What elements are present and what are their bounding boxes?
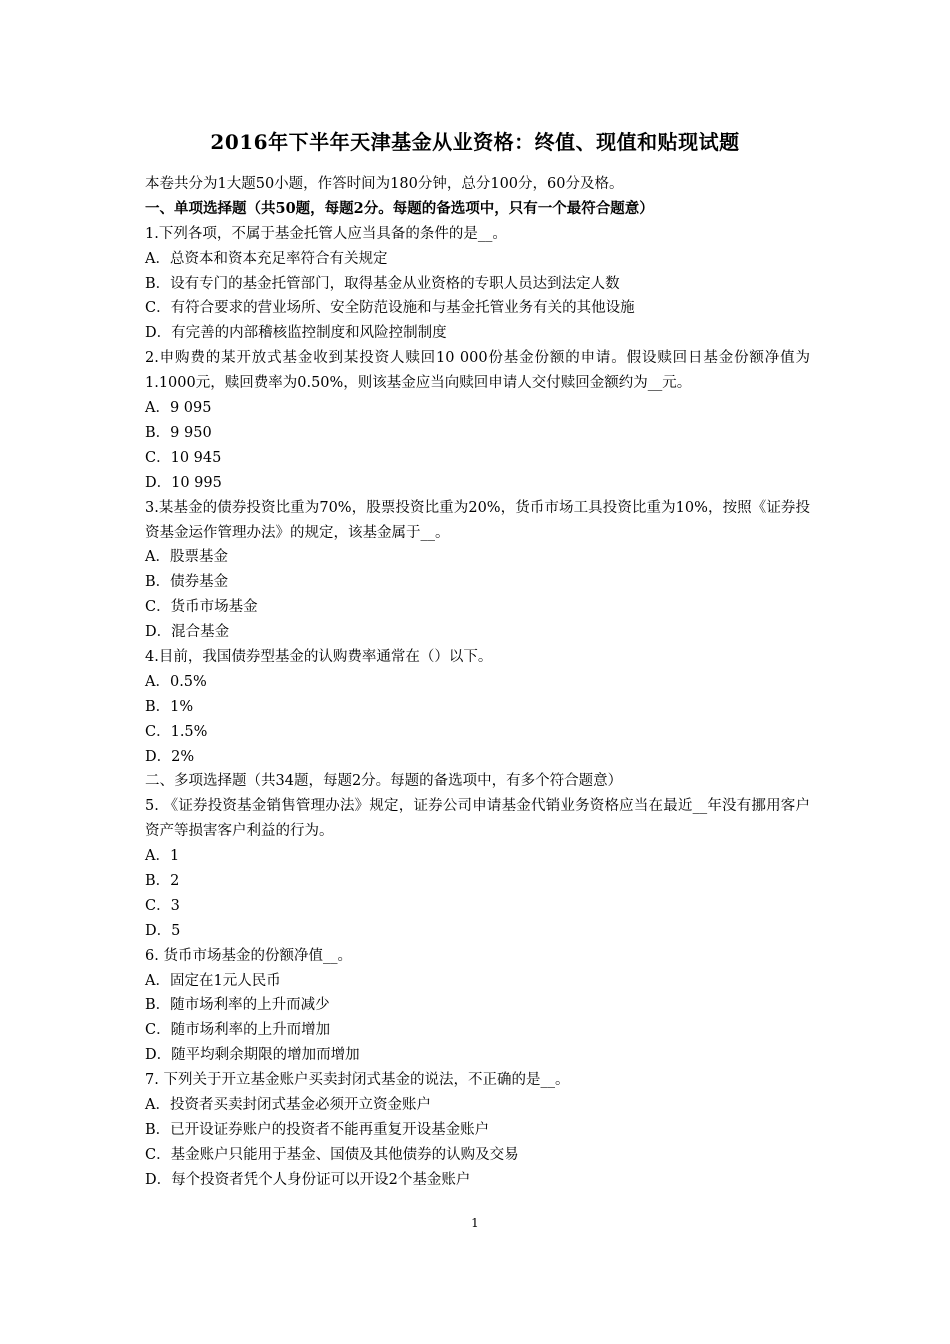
question-stem: 3.某基金的债券投资比重为70%，股票投资比重为20%，货币市场工具投资比重为10%，按照《证券投资基金运作管理办法》的规定，该基金属于__。 xyxy=(145,499,810,541)
answer-option: A．投资者买卖封闭式基金必须开立资金账户 xyxy=(145,1097,431,1114)
question-block xyxy=(145,944,810,1068)
answer-option: D．5 xyxy=(145,922,181,939)
question-stem: 7. 下列关于开立基金账户买卖封闭式基金的说法，不正确的是__。 xyxy=(145,1072,570,1089)
exam-body xyxy=(145,172,810,1193)
question-stem: 2.申购费的某开放式基金收到某投资人赎回10 000份基金份额的申请。假设赎回日基金份额净值为1.1000元，赎回费率为0.50%，则该基金应当向赎回申请人交付赎回金额约为__元。 xyxy=(145,350,810,392)
page-number: 1 xyxy=(471,1216,479,1230)
answer-option: C．随市场利率的上升而增加 xyxy=(145,1022,331,1039)
answer-option: B．已开设证券账户的投资者不能再重复开设基金账户 xyxy=(145,1121,490,1138)
question-stem: 4.目前，我国债券型基金的认购费率通常在（）以下。 xyxy=(145,648,493,665)
answer-option: B．设有专门的基金托管部门，取得基金从业资格的专职人员达到法定人数 xyxy=(145,275,620,292)
answer-option: C．3 xyxy=(145,897,180,914)
answer-option: B．9 950 xyxy=(145,424,212,441)
answer-option: D．混合基金 xyxy=(145,624,230,641)
answer-option: C．货币市场基金 xyxy=(145,599,258,616)
question-block xyxy=(145,1068,810,1192)
answer-option: A．固定在1元人民币 xyxy=(145,972,281,989)
answer-option: D．每个投资者凭个人身份证可以开设2个基金账户 xyxy=(145,1171,471,1188)
question-stem: 1.下列各项，不属于基金托管人应当具备的条件的是__。 xyxy=(145,225,507,242)
answer-option: B．随市场利率的上升而减少 xyxy=(145,997,330,1014)
question-block xyxy=(145,645,810,769)
answer-option: A．9 095 xyxy=(145,400,212,417)
answer-option: D．有完善的内部稽核监控制度和风险控制制度 xyxy=(145,325,447,342)
answer-option: B．债券基金 xyxy=(145,574,229,591)
section-heading-single-choice: 一、单项选择题（共50题，每题2分。每题的备选项中，只有一个最符合题意） xyxy=(145,199,654,217)
question-stem: 5. 《证券投资基金销售管理办法》规定，证券公司申请基金代销业务资格应当在最近__年没有挪用客户资产等损害客户利益的行为。 xyxy=(145,798,810,840)
answer-option: C．1.5% xyxy=(145,723,208,740)
question-block xyxy=(145,794,810,943)
answer-option: B．1% xyxy=(145,698,194,715)
answer-option: A．总资本和资本充足率符合有关规定 xyxy=(145,250,388,267)
answer-option: A．1 xyxy=(145,848,180,865)
answer-option: D．随平均剩余期限的增加而增加 xyxy=(145,1047,360,1064)
exam-intro: 本卷共分为1大题50小题，作答时间为180分钟，总分100分，60分及格。 xyxy=(145,176,624,192)
answer-option: C．有符合要求的营业场所、安全防范设施和与基金托管业务有关的其他设施 xyxy=(145,300,635,317)
answer-option: C．基金账户只能用于基金、国债及其他债券的认购及交易 xyxy=(145,1146,519,1163)
question-block xyxy=(145,346,810,495)
answer-option: A．股票基金 xyxy=(145,549,228,566)
page-title: 2016年下半年天津基金从业资格：终值、现值和贴现试题 xyxy=(210,130,740,154)
question-block xyxy=(145,222,810,346)
answer-option: B．2 xyxy=(145,873,180,890)
answer-option: D．2% xyxy=(145,748,195,765)
section-heading-multiple-choice: 二、多项选择题（共34题，每题2分。每题的备选项中，有多个符合题意） xyxy=(145,773,623,790)
question-stem: 6. 货币市场基金的份额净值__。 xyxy=(145,947,352,964)
answer-option: D．10 995 xyxy=(145,474,222,491)
answer-option: C．10 945 xyxy=(145,449,222,466)
question-block xyxy=(145,496,810,645)
answer-option: A．0.5% xyxy=(145,673,207,690)
